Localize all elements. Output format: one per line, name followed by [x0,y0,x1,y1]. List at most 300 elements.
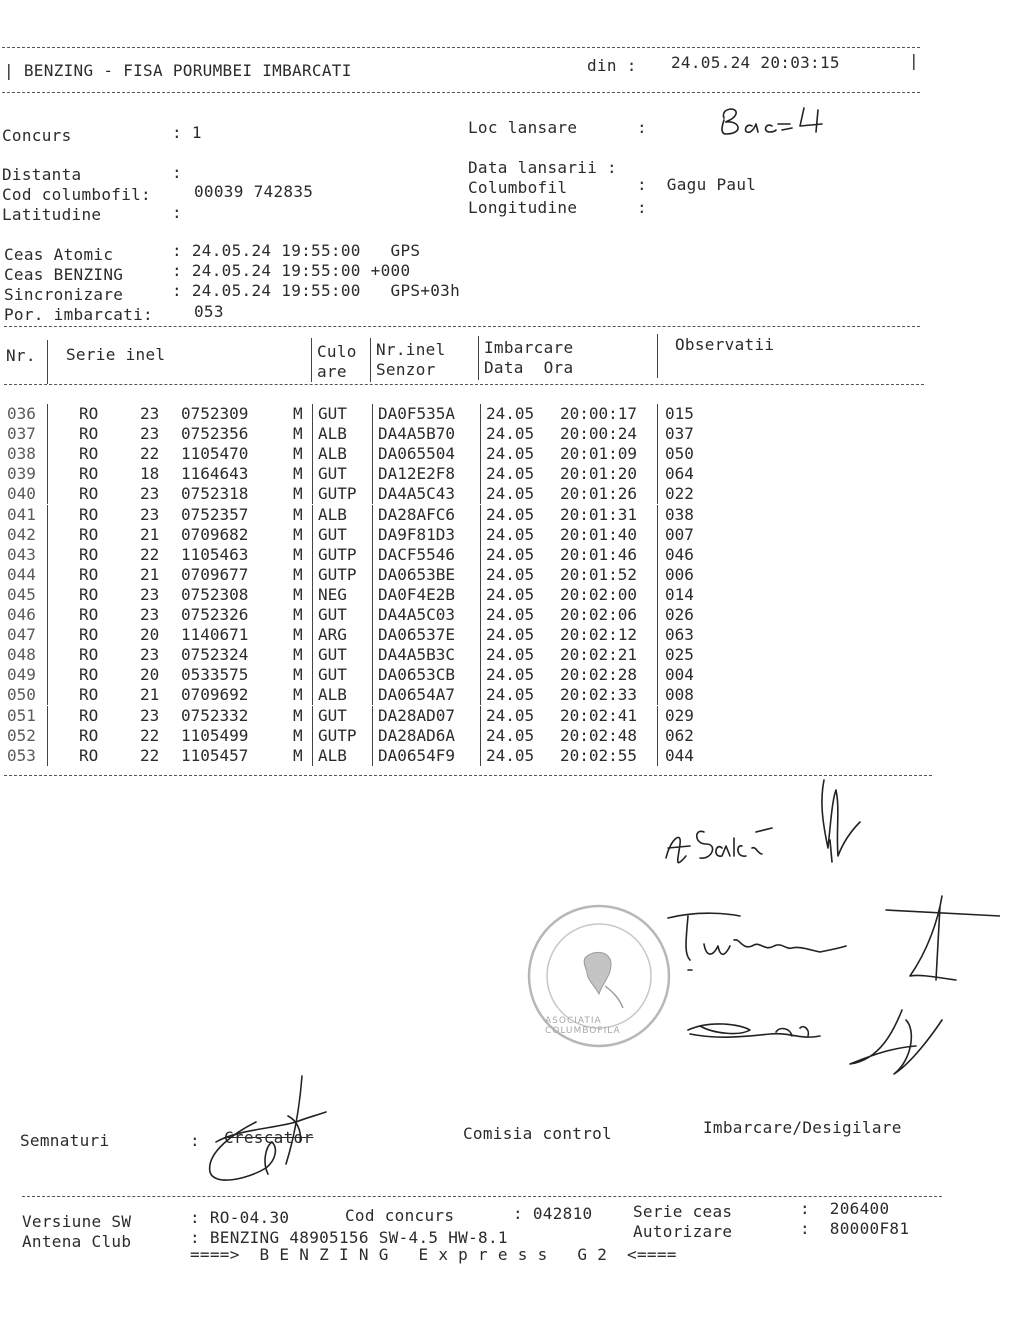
cell-an: 18 [140,464,160,484]
print-date-label: din : [587,56,637,75]
cell-inel: 0752332 [181,705,249,725]
sincronizare-value: : 24.05.24 19:55:00 GPS+03h [172,281,461,300]
cell-inel: 0752324 [181,645,249,665]
cell-observatii: 006 [665,564,694,584]
cell-observatii: 015 [665,404,694,423]
cell-senzor: DA0654F9 [378,745,456,765]
row-divider [372,585,373,605]
cell-observatii: 022 [665,484,694,504]
cell-nr: 048 [7,645,36,665]
cell-tara: RO [79,605,99,624]
table-row [0,746,1024,766]
table-row [0,424,1024,444]
row-divider [657,746,658,766]
row-divider [480,746,481,766]
row-divider [312,464,313,484]
table-row [0,665,1024,685]
row-divider [372,645,373,665]
row-divider [47,605,48,625]
row-divider [312,424,313,444]
cell-an: 23 [140,484,160,504]
cell-ora: 20:02:33 [560,685,638,705]
longitudine-sep: : [637,198,647,217]
header-bottom-rule [2,92,920,93]
cell-sex: M [293,725,303,745]
col-header-imbarcare-2: Data Ora [484,358,574,377]
cell-inel: 0709692 [181,685,249,705]
cell-an: 22 [140,725,160,745]
por-imbarcati-label: Por. imbarcati: [4,305,153,324]
cell-data: 24.05 [486,584,535,604]
row-divider [480,545,481,565]
cell-sex: M [293,584,303,604]
row-divider [657,645,658,665]
cell-inel: 0752356 [181,424,249,444]
row-divider [47,665,48,685]
col-header-imbarcare-1: Imbarcare [484,338,574,357]
row-divider [372,505,373,525]
cell-nr: 039 [7,464,36,484]
col-header-serie: Serie inel [66,345,166,364]
latitudine-sep: : [172,203,182,222]
row-divider [312,565,313,585]
cell-senzor: DA4A5B70 [378,424,456,444]
crescator-label: Crescator [224,1128,314,1147]
cell-data: 24.05 [486,725,535,745]
cell-senzor: DA0653CB [378,665,456,685]
cell-culoare: ALB [318,424,347,444]
cell-observatii: 025 [665,645,694,665]
cell-data: 24.05 [486,424,535,444]
ceas-atomic-value: : 24.05.24 19:55:00 GPS [172,241,421,260]
data-lansarii-label: Data lansarii : [468,158,617,177]
cell-an: 22 [140,745,160,765]
col-header-observatii: Observatii [675,335,775,354]
serie-ceas-label: Serie ceas [633,1202,733,1221]
row-divider [372,545,373,565]
row-divider [312,404,313,424]
cell-senzor: DA12E2F8 [378,464,456,484]
cell-culoare: ALB [318,685,347,705]
print-date-value: 24.05.24 20:03:15 [671,53,840,72]
row-divider [372,625,373,645]
cell-culoare: NEG [318,584,347,604]
table-top-rule [4,326,920,327]
col-header-nrinel-2: Senzor [376,360,436,379]
cell-inel: 0533575 [181,665,249,685]
table-row [0,645,1024,665]
cell-an: 22 [140,544,160,564]
cell-observatii: 064 [665,464,694,484]
cell-nr: 052 [7,725,36,745]
row-divider [312,665,313,685]
row-divider [657,444,658,464]
row-divider [657,625,658,645]
table-row [0,625,1024,645]
cell-senzor: DA0F535A [378,404,456,423]
cell-inel: 1105470 [181,444,249,464]
row-divider [657,585,658,605]
row-divider [480,424,481,444]
cell-sex: M [293,484,303,504]
row-divider [480,464,481,484]
row-divider [47,746,48,766]
header-top-rule [2,47,920,48]
cell-sex: M [293,564,303,584]
cell-sex: M [293,605,303,624]
row-divider [312,685,313,705]
table-row [0,545,1024,565]
cell-an: 21 [140,524,160,544]
cell-culoare: ARG [318,625,347,645]
cell-sex: M [293,544,303,564]
cell-observatii: 050 [665,444,694,464]
row-divider [47,404,48,424]
cell-tara: RO [79,544,99,564]
row-divider [480,484,481,504]
row-divider [47,565,48,585]
cell-senzor: DA28AFC6 [378,504,456,524]
row-divider [480,404,481,424]
cell-data: 24.05 [486,564,535,584]
row-divider [312,746,313,766]
cell-inel: 0709677 [181,564,249,584]
cod-columbofil-label: Cod columbofil: [2,185,151,204]
table-row [0,565,1024,585]
cell-senzor: DACF5546 [378,544,456,564]
col-header-culoare-2: are [317,362,347,381]
crescator-signature [196,1072,346,1192]
cell-ora: 20:02:12 [560,625,638,645]
cell-an: 21 [140,564,160,584]
cell-inel: 1105463 [181,544,249,564]
committee-signature-3 [680,990,960,1090]
cell-an: 23 [140,424,160,444]
row-divider [657,404,658,424]
row-divider [480,625,481,645]
imbarcare-desigilare-label: Imbarcare/Desigilare [703,1118,902,1137]
row-divider [657,665,658,685]
cell-sex: M [293,524,303,544]
table-row [0,404,1024,424]
cell-sex: M [293,625,303,645]
row-divider [480,706,481,726]
cell-ora: 20:00:17 [560,404,638,423]
row-divider [657,726,658,746]
row-divider [47,505,48,525]
committee-signature-2 [660,880,1000,1000]
cell-data: 24.05 [486,665,535,685]
row-divider [657,464,658,484]
sincronizare-label: Sincronizare [4,285,124,304]
cell-observatii: 044 [665,745,694,765]
cell-ora: 20:01:40 [560,524,638,544]
cell-tara: RO [79,665,99,685]
cell-tara: RO [79,564,99,584]
cell-nr: 042 [7,524,36,544]
row-divider [312,706,313,726]
cell-senzor: DA4A5C43 [378,484,456,504]
cell-culoare: GUT [318,404,347,423]
cell-inel: 0752357 [181,504,249,524]
cell-nr: 049 [7,665,36,685]
cell-ora: 20:02:00 [560,584,638,604]
row-divider [372,605,373,625]
row-divider [657,565,658,585]
cell-nr: 050 [7,685,36,705]
table-row [0,505,1024,525]
row-divider [312,505,313,525]
cell-data: 24.05 [486,745,535,765]
row-divider [372,525,373,545]
cell-ora: 20:02:48 [560,725,638,745]
ceas-benzing-value: : 24.05.24 19:55:00 +000 [172,261,411,280]
row-divider [372,726,373,746]
cell-culoare: ALB [318,745,347,765]
cell-an: 23 [140,404,160,423]
cell-observatii: 038 [665,504,694,524]
autorizare-label: Autorizare [633,1222,733,1241]
row-divider [657,505,658,525]
cell-nr: 046 [7,605,36,624]
cell-senzor: DA28AD07 [378,705,456,725]
cell-ora: 20:01:52 [560,564,638,584]
cell-tara: RO [79,745,99,765]
row-divider [47,685,48,705]
cell-ora: 20:02:28 [560,665,638,685]
cell-data: 24.05 [486,625,535,645]
antena-club-value: : BENZING 48905156 SW-4.5 HW-8.1 [190,1228,508,1247]
cell-an: 23 [140,645,160,665]
ceas-atomic-label: Ceas Atomic [4,245,114,264]
association-stamp [525,902,673,1050]
latitudine-label: Latitudine [2,205,102,224]
cell-nr: 036 [7,404,36,423]
brand-line: ====> B E N Z I N G E x p r e s s G 2 <==== [190,1245,677,1264]
cell-tara: RO [79,444,99,464]
col-divider [657,334,658,378]
row-divider [372,404,373,424]
row-divider [312,726,313,746]
table-row [0,605,1024,625]
columbofil-label: Columbofil [468,178,568,197]
row-divider [657,605,658,625]
cell-senzor: DA065504 [378,444,456,464]
cell-sex: M [293,444,303,464]
serie-ceas-value: : 206400 [800,1199,890,1218]
row-divider [480,505,481,525]
cell-inel: 0752309 [181,404,249,423]
footer-top-rule [22,1196,942,1197]
row-divider [47,706,48,726]
row-divider [312,585,313,605]
cell-an: 20 [140,665,160,685]
cell-culoare: GUTP [318,544,357,564]
row-divider [47,645,48,665]
cod-concurs-label: Cod concurs [345,1206,455,1225]
cell-culoare: GUT [318,524,347,544]
row-divider [47,545,48,565]
row-divider [312,545,313,565]
col-header-culoare-1: Culo [317,342,357,361]
table-row [0,464,1024,484]
cell-ora: 20:02:55 [560,745,638,765]
cell-senzor: DA0653BE [378,564,456,584]
cell-nr: 040 [7,484,36,504]
row-divider [480,665,481,685]
row-divider [480,565,481,585]
cell-observatii: 063 [665,625,694,645]
col-divider [370,338,371,382]
cell-culoare: GUT [318,705,347,725]
table-row [0,706,1024,726]
col-divider [311,338,312,382]
row-divider [372,665,373,685]
cell-observatii: 014 [665,584,694,604]
cell-culoare: GUT [318,645,347,665]
cell-data: 24.05 [486,464,535,484]
row-divider [480,444,481,464]
stamp-text: ASOCIATIA COLUMBOFILA [545,1016,621,1036]
row-divider [480,726,481,746]
row-divider [312,525,313,545]
cell-sex: M [293,665,303,685]
cell-inel: 1105457 [181,745,249,765]
columbofil-value: : Gagu Paul [637,175,757,194]
concurs-label: Concurs [2,126,72,145]
cell-sex: M [293,424,303,444]
semnaturi-label: Semnaturi [20,1131,110,1150]
row-divider [47,424,48,444]
cell-sex: M [293,404,303,423]
comisia-control-label: Comisia control [463,1124,612,1143]
cell-nr: 051 [7,705,36,725]
cell-inel: 1105499 [181,725,249,745]
cell-culoare: GUT [318,665,347,685]
cell-an: 21 [140,685,160,705]
cell-culoare: GUTP [318,725,357,745]
loc-lansare-handwriting [712,100,842,142]
row-divider [372,685,373,705]
distanta-label: Distanta [2,165,82,184]
versiune-sw-value: : RO-04.30 [190,1208,290,1227]
row-divider [480,685,481,705]
row-divider [47,585,48,605]
col-divider [47,340,48,384]
ceas-benzing-label: Ceas BENZING [4,265,124,284]
cell-data: 24.05 [486,544,535,564]
cell-an: 23 [140,504,160,524]
cell-nr: 041 [7,504,36,524]
cell-senzor: DA4A5C03 [378,605,456,624]
table-row [0,585,1024,605]
cell-nr: 053 [7,745,36,765]
cell-senzor: DA0654A7 [378,685,456,705]
cell-senzor: DA4A5B3C [378,645,456,665]
cell-senzor: DA0F4E2B [378,584,456,604]
cell-observatii: 062 [665,725,694,745]
cell-ora: 20:01:26 [560,484,638,504]
cell-ora: 20:02:06 [560,605,638,624]
row-divider [47,525,48,545]
table-row [0,444,1024,464]
cell-an: 20 [140,625,160,645]
row-divider [372,424,373,444]
cod-columbofil-value: 00039 742835 [194,182,314,201]
row-divider [480,645,481,665]
longitudine-label: Longitudine [468,198,578,217]
por-imbarcati-value: 053 [194,302,224,321]
cell-inel: 0752326 [181,605,249,624]
cell-inel: 0752308 [181,584,249,604]
autorizare-value: : 80000F81 [800,1219,910,1238]
cell-tara: RO [79,705,99,725]
cell-sex: M [293,705,303,725]
cell-ora: 20:01:20 [560,464,638,484]
row-divider [312,444,313,464]
cell-ora: 20:01:09 [560,444,638,464]
table-row [0,484,1024,504]
cell-tara: RO [79,464,99,484]
row-divider [372,706,373,726]
cell-data: 24.05 [486,504,535,524]
cell-inel: 1140671 [181,625,249,645]
cell-senzor: DA9F81D3 [378,524,456,544]
cell-inel: 0709682 [181,524,249,544]
cell-an: 22 [140,444,160,464]
cell-observatii: 008 [665,685,694,705]
cell-inel: 0752318 [181,484,249,504]
cell-tara: RO [79,484,99,504]
cell-culoare: ALB [318,444,347,464]
row-divider [657,706,658,726]
cell-tara: RO [79,645,99,665]
cell-culoare: GUTP [318,484,357,504]
row-divider [480,525,481,545]
row-divider [47,625,48,645]
row-divider [657,424,658,444]
row-divider [480,585,481,605]
cell-nr: 047 [7,625,36,645]
cell-tara: RO [79,625,99,645]
cell-data: 24.05 [486,484,535,504]
row-divider [312,484,313,504]
cell-culoare: GUTP [318,564,357,584]
cell-data: 24.05 [486,444,535,464]
row-divider [372,565,373,585]
cell-tara: RO [79,685,99,705]
row-divider [312,625,313,645]
row-divider [657,685,658,705]
cell-sex: M [293,504,303,524]
cell-sex: M [293,745,303,765]
cell-culoare: ALB [318,504,347,524]
row-divider [657,545,658,565]
cell-tara: RO [79,424,99,444]
cell-observatii: 046 [665,544,694,564]
cell-culoare: GUT [318,605,347,624]
cell-tara: RO [79,725,99,745]
cell-sex: M [293,685,303,705]
cell-observatii: 026 [665,605,694,624]
cell-senzor: DA28AD6A [378,725,456,745]
cell-ora: 20:00:24 [560,424,638,444]
cell-an: 23 [140,605,160,624]
table-row [0,726,1024,746]
cell-tara: RO [79,404,99,423]
cell-data: 24.05 [486,605,535,624]
loc-lansare-sep: : [637,118,647,137]
